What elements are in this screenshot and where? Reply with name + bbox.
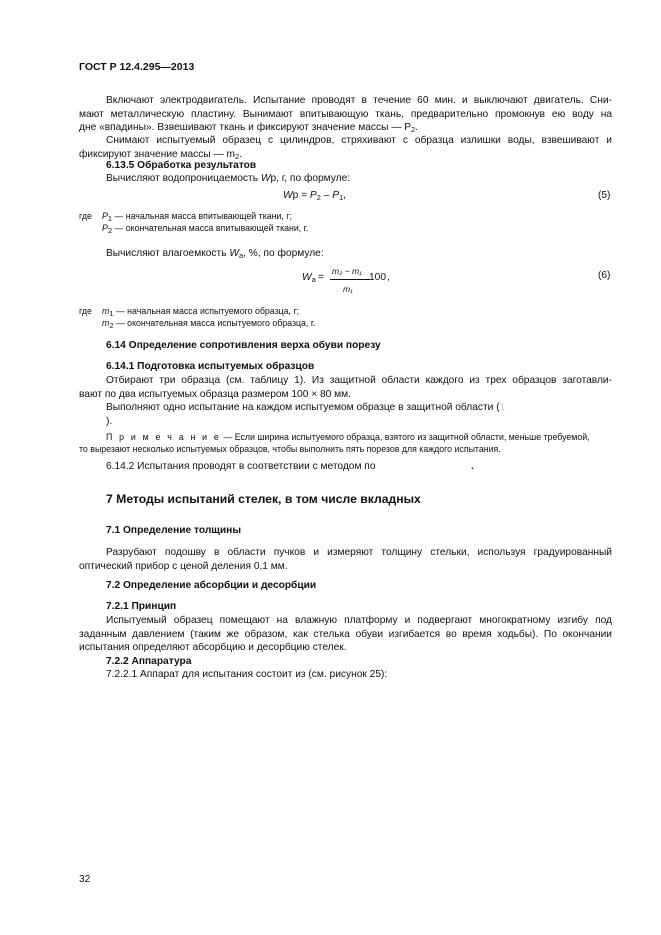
text-line: испытания определяют абсорбцию и десорбцию стелек. (79, 642, 347, 654)
text-line: Включают электродвигатель. Испытание проводят в течение 60 мин. и выключают двигатель. Сни- (106, 95, 612, 106)
section-heading-6-14: 6.14 Определение сопротивления верха обуви порезу (106, 340, 381, 351)
section-heading-6-14-1: 6.14.1 Подготовка испытуемых образцов (106, 361, 315, 372)
text-line: Отбирают три образца (см. таблицу 1). Из защитной области каждого из трех образцов заготавли- (106, 375, 612, 386)
formula-number-6: (6) (598, 270, 611, 281)
formula-6-numerator: m₂ − m₁ (332, 266, 362, 276)
page-number: 32 (79, 874, 91, 885)
formula-5: $Wp = P_2 - P_1$, (283, 190, 347, 202)
formula-6-denominator: m₁ (343, 284, 353, 294)
section-heading-7-2-1: 7.2.1 Принцип (106, 601, 177, 612)
paragraph-principle (79, 614, 612, 655)
text-line: Испытуемый образец помещают на влажную платформу и подвергают многократному изгибу под (106, 615, 612, 626)
text-line: Разрубают подошву в области пучков и измеряют толщину стельки, используя градуированный (106, 547, 612, 558)
chapter-heading-7: 7 Методы испытаний стелек, в том числе вкладных (106, 492, 421, 506)
formula-6-equals: = (318, 272, 324, 283)
note-line-1: П р и м е ч а н и е — Если ширина испытуемого образца, взятого из защитной области, меньше требуемой, (106, 432, 590, 442)
section-6-14-2-end: . (471, 461, 474, 472)
document-code: ГОСТ Р 12.4.295—2013 (79, 61, 195, 73)
definition-p2: $P_2$ — окончательная масса впитывающей ткани, г. (102, 223, 309, 235)
paragraph-motor (79, 94, 612, 135)
text-line: Выполняют одно испытание на каждом испытуемом образце в защитной области (1 (106, 402, 506, 414)
section-heading-6-13-5: 6.13.5 Обработка результатов (106, 160, 257, 171)
definition-p1: $P_1$ — начальная масса впитывающей ткани, г; (102, 211, 292, 223)
text-line: ). (106, 415, 113, 427)
text-line: Снимают испытуемый образец с цилиндров, стряхивают с образца излишки воды, взвешивают и (106, 135, 612, 146)
section-heading-7-2-2: 7.2.2 Аппаратура (106, 656, 192, 667)
formula-6-multiplier: 100 (369, 272, 386, 283)
where-label-2: где (79, 306, 92, 316)
paragraph-weigh (79, 134, 612, 161)
definition-m2: $m_2$ — окончательная масса испытуемого образца, г. (102, 318, 316, 330)
note-line-2: то вырезают несколько испытуемых образцов, чтобы выполнить пять порезов для каждого испытания. (79, 444, 501, 454)
text-line: дне «впадины». Взвешивают ткань и фиксируют значение массы — $P_2$. (79, 122, 419, 135)
section-6-14-2: 6.14.2 Испытания проводят в соответствии с методом по (106, 461, 376, 472)
where-label: где (79, 211, 92, 221)
permeability-intro: Вычисляют водопроницаемость Wp, г, по формуле: (106, 173, 351, 184)
text-line: фиксируют значение массы — $m_2$. (79, 148, 243, 161)
paragraph-thickness (79, 546, 612, 573)
section-heading-7-1: 7.1 Определение толщины (106, 525, 242, 536)
moisture-intro: Вычисляют влагоемкость $W_a$, %, по формуле: (106, 248, 324, 260)
formula-6-lhs: $W_a$ (302, 272, 316, 284)
section-heading-7-2: 7.2 Определение абсорбции и десорбции (106, 580, 317, 591)
text-line: мают металлическую пластину. Вынимают впитывающую ткань, предварительно промокнув ею воду на (79, 108, 612, 120)
formula-6-tail: , (387, 272, 390, 283)
text-line: вают по два испытуемых образца размером 100 × 80 мм. (79, 388, 351, 400)
definition-m1: $m_1$ — начальная масса испытуемого образца, г; (102, 306, 300, 318)
section-7-2-2-1: 7.2.2.1 Аппарат для испытания состоит из (см. рисунок 25): (106, 669, 388, 680)
text-line: оптический прибор с ценой деления 0,1 мм. (79, 560, 288, 572)
formula-number-5: (5) (598, 190, 611, 201)
paragraph-samples (79, 374, 612, 428)
text-line: заданным давлением (таким же образом, как стелька обуви изгибается во время ходьбы). По окончании (79, 628, 612, 640)
fraction-line (330, 279, 370, 280)
